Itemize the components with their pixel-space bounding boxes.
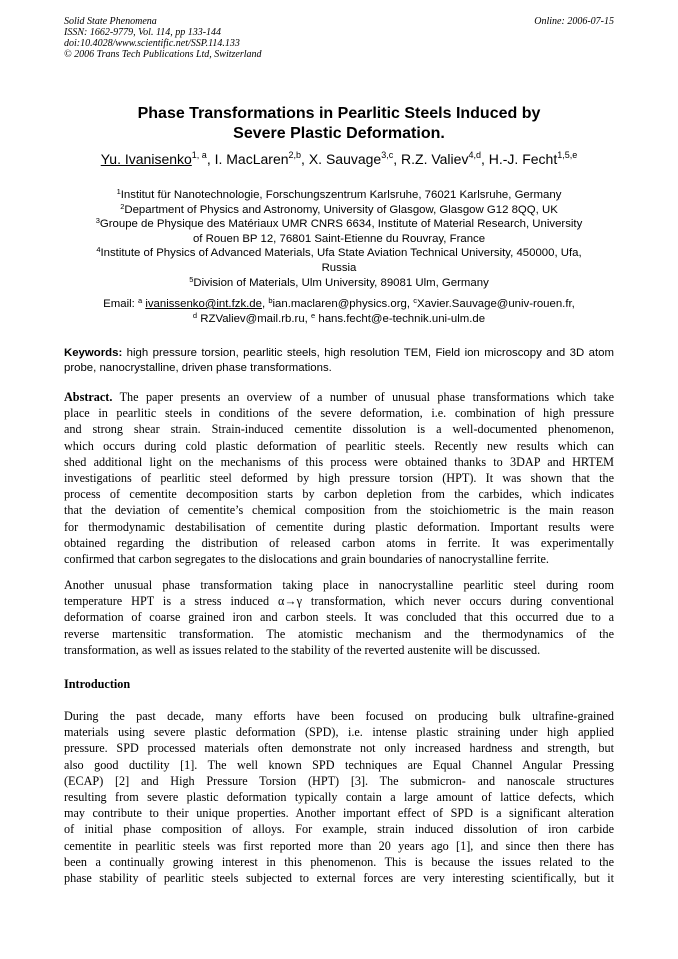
intro-line: During the past decade, many efforts have been focused on producing bulk ultrafine-grained bbox=[64, 709, 614, 723]
abstract-line: for thermodynamic destabilisation of cementite during plastic deformation. Important results were bbox=[64, 519, 614, 534]
affiliation-item bbox=[64, 276, 614, 291]
paper-title-line-1: Phase Transformations in Pearlitic Steels Induced by bbox=[137, 105, 541, 122]
author-name: Yu. Ivanisenko bbox=[100, 151, 192, 167]
section-heading-introduction: Introduction bbox=[64, 677, 131, 691]
intro-line: been a continually growing interest in this phenomenon. This is because the issues related to the bbox=[64, 854, 614, 869]
affiliation-mark: 1 bbox=[116, 187, 121, 196]
author-name: I. MacLaren bbox=[214, 151, 289, 167]
affiliation-mark: 2 bbox=[120, 201, 125, 211]
affiliation-text: Institut für Nanotechnologie, Forschungszentrum Karlsruhe, 76021 Karlsruhe, Germany bbox=[120, 189, 562, 201]
journal-copyright: © 2006 Trans Tech Publications Ltd, Switzerland bbox=[64, 49, 262, 60]
abstract-label: Abstract. bbox=[64, 390, 113, 404]
affiliation-mark: 5 bbox=[189, 274, 194, 284]
author-affiliation-mark: 1,5,e bbox=[557, 150, 578, 160]
paragraph-line: Another unusual phase transformation taking place in nanocrystalline pearlitic steel during room bbox=[64, 578, 614, 592]
paragraph-line: deformation of coarse grained iron and carbon steels. It was concluded that this occurred due to a bbox=[64, 610, 614, 625]
author-affiliation-mark: 4,d bbox=[468, 150, 481, 160]
abstract-line: obtained regarding the distribution of released carbon atoms in ferrite. It was experimentally bbox=[64, 535, 614, 550]
abstract-paragraph-2 bbox=[64, 577, 614, 658]
online-date: Online: 2006-07-15 bbox=[534, 16, 614, 27]
affiliation-item bbox=[64, 246, 614, 261]
email-c[interactable]: Xavier.Sauvage@univ-rouen.fr bbox=[416, 298, 572, 310]
author-affiliation-mark: 1, a bbox=[191, 150, 207, 160]
author-list: Yu. Ivanisenko$^{1, a}$, I. MacLaren$^{2,b}$, X. Sauvage$^{3,c}$, R.Z. Valiev$^{4,d}$, H.-J. Fecht$^{1,5,e}$ bbox=[100, 150, 578, 167]
affiliation-mark: 4 bbox=[96, 245, 101, 255]
email-mark-c: c bbox=[413, 296, 417, 305]
affiliation-continuation: of Rouen BP 12, 76801 Saint-Etienne du Rouvray, France bbox=[192, 232, 486, 245]
abstract-line: shed additional light on the mechanisms of this process were obtained thanks to 3DAP and HRTEM bbox=[64, 454, 614, 469]
abstract-line: place in pearlitic steels in conditions of the severe deformation, i.e. combination of high pressure bbox=[64, 406, 614, 421]
introduction-paragraph bbox=[64, 708, 614, 886]
paper-title-line-2: Severe Plastic Deformation. bbox=[233, 125, 445, 142]
abstract-line: process of cementite decomposition starts by carbon depletion from the carbides, which indicates bbox=[64, 487, 614, 502]
affiliation-text: Groupe de Physique des Matériaux UMR CNRS 6634, Institute of Material Research, University bbox=[99, 218, 583, 231]
email-block bbox=[64, 297, 614, 327]
email-e[interactable]: hans.fecht@e-technik.uni-ulm.de bbox=[318, 313, 486, 325]
affiliation-text: Institute of Physics of Advanced Materials, Ufa State Aviation Technical University, 450000, Ufa, bbox=[100, 247, 582, 260]
email-mark-a: a bbox=[137, 296, 143, 305]
email-d[interactable]: RZValiev@mail.rb.ru bbox=[200, 313, 305, 325]
abstract-line bbox=[64, 389, 614, 405]
abstract-line: and strong shear strain. Strain-induced cementite dissolution is a well-documented phenomenon, bbox=[64, 422, 614, 437]
journal-name: Solid State Phenomena bbox=[64, 16, 157, 27]
affiliation-item bbox=[64, 217, 614, 232]
journal-issn: ISSN: 1662-9779, Vol. 114, pp 133-144 bbox=[64, 27, 222, 38]
keywords-text: high pressure torsion, pearlitic steels, high resolution TEM, Field ion microscopy and 3D atom probe, nanocrystalline, driven phase transformations. bbox=[64, 347, 614, 374]
email-link-a[interactable]: ivanissenko@int.fzk.de bbox=[145, 298, 262, 310]
keywords-label: Keywords: bbox=[64, 347, 123, 359]
author-affiliation-mark: 2,b bbox=[288, 150, 302, 160]
affiliation-item bbox=[64, 203, 614, 218]
paragraph-line: reverse martensitic transformation. The atomistic mechanism and the thermodynamics of the bbox=[64, 626, 614, 641]
email-mark-b: b bbox=[268, 296, 273, 305]
abstract-line: investigations of pearlitic steel deformed by high pressure torsion (HPT). It was shown that the bbox=[64, 471, 614, 486]
intro-line: (ECAP) [2] and High Pressure Torsion (HPT) [3]. The submicron- and nanoscale structures bbox=[64, 773, 614, 788]
affiliation-text: Division of Materials, Ulm University, 89081 Ulm, Germany bbox=[193, 276, 489, 289]
keywords bbox=[64, 346, 614, 376]
author-affiliation-mark: 3,c bbox=[381, 150, 394, 160]
abstract bbox=[64, 389, 614, 567]
email-mark-e: e bbox=[311, 311, 316, 320]
affiliation-list bbox=[64, 188, 614, 290]
author-name: R.Z. Valiev bbox=[401, 151, 469, 167]
affiliation-text: Department of Physics and Astronomy, University of Glasgow, Glasgow G12 8QQ, UK bbox=[124, 203, 558, 216]
journal-doi: doi:10.4028/www.scientific.net/SSP.114.133 bbox=[64, 38, 240, 49]
affiliation-mark: 3 bbox=[95, 216, 100, 226]
paper-title bbox=[64, 104, 614, 144]
paragraph-line: transformation, as well as issues related to the stability of the reverted austenite will be discussed. bbox=[64, 642, 541, 657]
email-b[interactable]: ian.maclaren@physics.org bbox=[272, 298, 407, 310]
intro-line: also good ductility [1]. The well known SPD techniques are Equal Channel Angular Pressing bbox=[64, 757, 614, 772]
journal-header bbox=[64, 16, 262, 60]
affiliation-continuation: Russia bbox=[321, 261, 357, 274]
email-line-1: Email: $^a$ ivanissenko@int.fzk.de, $^b$ian.maclaren@physics.org, $^c$Xavier.Sauvage@univ-rouen.fr, bbox=[103, 296, 575, 310]
abstract-line-text: The paper presents an overview of a number of unusual phase transformations which take bbox=[112, 390, 614, 404]
intro-line: phase stability of pearlitic steels subjected to external forces are very interesting scientifically, but it bbox=[64, 871, 614, 886]
intro-line: cementite in pearlitic steels was first reported more than 20 years ago [1], and since then there has bbox=[64, 838, 614, 853]
intro-line: resulting from severe plastic deformation typically contain a large amount of lattice defects, which bbox=[64, 790, 614, 805]
intro-line: pressure. SPD processed materials often demonstrate not only increased hardness and strength, but bbox=[64, 741, 614, 756]
abstract-line: confirmed that carbon segregates to the dislocations and grain boundaries of nanocrystalline ferrite. bbox=[64, 552, 549, 567]
email-label: Email: bbox=[103, 298, 138, 310]
abstract-line: that the deviation of cementite’s chemical composition from the stoichiometric is the main reason bbox=[64, 503, 614, 518]
paragraph-line: temperature HPT is a stress induced α→γ transformation, which never occurs during conventional bbox=[64, 594, 614, 609]
email-line-2: $^d$ RZValiev@mail.rb.ru, $^e$ hans.fecht@e-technik.uni-ulm.de bbox=[192, 311, 486, 325]
affiliation-item bbox=[64, 188, 614, 203]
intro-line: may contribute to their unique properties. Another important effect of SPD is a significant alteration bbox=[64, 806, 614, 821]
intro-line: materials using severe plastic deformation (SPD), i.e. intense plastic straining under high applied bbox=[64, 725, 614, 740]
author-name: H.-J. Fecht bbox=[488, 151, 558, 167]
intro-line: of initial phase composition of alloys. For example, strain induced dissolution of iron carbide bbox=[64, 822, 614, 837]
abstract-line: which occurs during cold plastic deformation of pearlitic steels. Recently new results which can bbox=[64, 438, 614, 453]
author-name: X. Sauvage bbox=[308, 151, 382, 167]
email-mark-d: d bbox=[192, 311, 198, 320]
